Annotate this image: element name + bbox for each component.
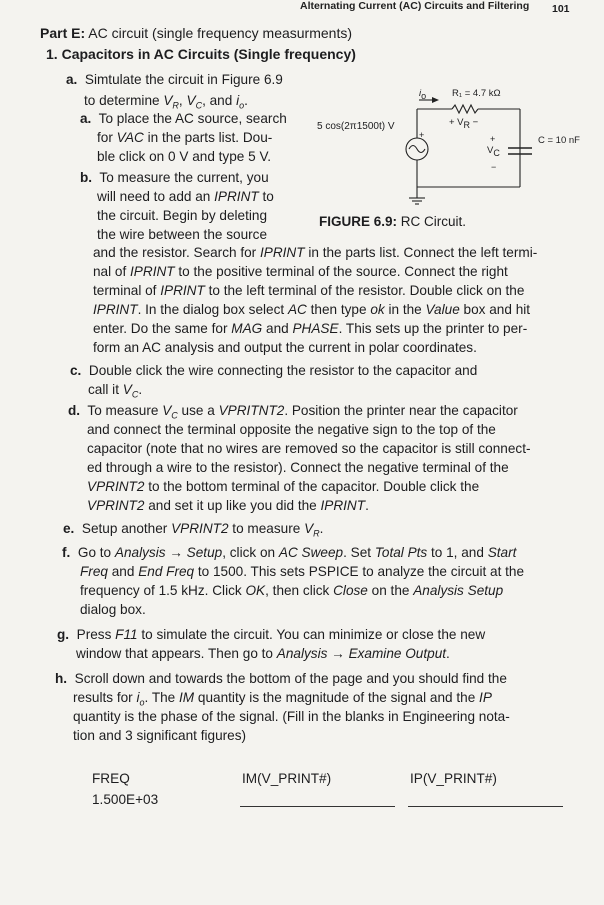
section-title: Capacitors in AC Circuits (Single frequency) xyxy=(61,46,356,62)
item-e: e. Setup another VPRINT2 to measure $V_R$. xyxy=(63,521,324,539)
source-plus: + xyxy=(419,130,425,140)
vc-plus: + xyxy=(490,134,496,144)
figure-caption-label: FIGURE 6.9: xyxy=(319,214,398,229)
io-arrow-head xyxy=(432,97,439,103)
table-header-ip: IP(V_PRINT#) xyxy=(410,771,497,786)
running-header xyxy=(300,0,529,12)
rc-circuit-diagram xyxy=(312,86,592,216)
resistor-symbol xyxy=(452,105,478,113)
figure-caption-text: RC Circuit. xyxy=(400,214,467,229)
table-header-im: IM(V_PRINT#) xyxy=(242,771,332,786)
part-label: Part E: xyxy=(40,25,86,41)
blank-im xyxy=(240,806,395,807)
item-h: h. Scroll down and towards the bottom of the page and you should find the xyxy=(55,671,507,686)
vc-label: $V_C$ xyxy=(487,145,500,158)
rc-circuit-figure xyxy=(312,86,592,216)
io-label: $i_o$ xyxy=(419,88,427,101)
part-title: AC circuit (single frequency measurments) xyxy=(88,25,353,41)
part-heading xyxy=(40,24,352,42)
item-a-a: a. To place the AC source, search xyxy=(80,111,287,126)
textbook-page: Alternating Current (AC) Circuits and Filtering 101 Part E: AC circuit (single frequency measurments) 1. Capacitors in AC Circuits (Single frequency) $i_o$ R₁ = 4.7 kΩ + $V_R$ − 5 cos(2π1500t) V + C = 10 nF + $V_C$ − FIGURE 6.9: RC Circuit. a. Simtulate the circuit in Figure 6.9 to determine $V_R$, $V_C$, and $i_o$. a. To place the AC source, search for VAC in the parts list. Dou- ble click on 0 V and type 5 V. b. To measure the current, you will need to add an IPRINT to the circuit. Begin by deleting the wire between the source and the resistor. Search for IPRINT in the parts list. Connect the left termi- nal of IPRINT to the positive terminal of the source. Connect the right terminal of IPRINT to the left terminal of the resistor. Double click on the IPRINT. In the dialog box select AC then type ok in the Value box and hit enter. Do the same for MAG and PHASE. This sets up the printer to per- form an AC analysis and output the current in polar coordinates. c. Double click the wire connecting the resistor to the capacitor and call it $V_C$. d. To measure $V_C$ use a VPRITNT2. Position the printer near the capacitor and connect the terminal opposite the negative sign to the top of the capacitor (note that no wires are removed so the capacitor is still connect- ed through a wire to the resistor). Connect the negative terminal of the VPRINT2 to the bottom terminal of the capacitor. Double click the VPRINT2 and set it up like you did the IPRINT. e. Setup another VPRINT2 to measure $V_R$. f. Go to Analysis → Setup, click on AC Sweep. Set Total Pts to 1, and Start Freq and End Freq to 1500. This sets PSPICE to analyze the circuit at the frequency of 1.5 kHz. Click OK, then click Close on the Analysis Setup dialog box. g. Press F11 to simulate the circuit. You can minimize or close the new window that appears. Then go to Analysis → Examine Output. h. Scroll down and towards the bottom of the page and you should find the results for $i_o$. The IM quantity is the magnitude of the signal and the IP quantity is the phase of the signal. (Fill in the blanks in Engineering nota- tion and 3 significant figures) FREQ IM(V_PRINT#) IP(V_PRINT#) 1.500E+03 xyxy=(0,0,604,905)
vc-minus: − xyxy=(491,162,497,172)
item-a-line2: to determine $V_R$, $V_C$, and $i_o$. xyxy=(84,93,248,111)
section-heading xyxy=(46,45,356,63)
item-c: c. Double click the wire connecting the resistor to the capacitor and xyxy=(70,363,478,378)
vr-label: + $V_R$ − xyxy=(449,117,479,130)
sine-icon xyxy=(409,146,425,153)
figure-caption xyxy=(319,214,466,229)
section-number: 1. xyxy=(46,46,58,62)
item-a-b: b. To measure the current, you xyxy=(80,170,269,185)
table-value-freq: 1.500E+03 xyxy=(92,792,159,807)
item-a: a. Simtulate the circuit in Figure 6.9 xyxy=(66,72,283,87)
running-title: Alternating Current (AC) Circuits and Filtering xyxy=(300,0,530,12)
resistor-label: R₁ = 4.7 kΩ xyxy=(452,88,501,99)
item-d: d. To measure $V_C$ use a VPRITNT2. Position the printer near the capacitor xyxy=(68,403,518,421)
item-f: f. Go to Analysis → Setup, click on AC Sweep. Set Total Pts to 1, and Start xyxy=(62,545,517,560)
item-g: g. Press F11 to simulate the circuit. You can minimize or close the new xyxy=(57,627,486,642)
page-number: 101 xyxy=(552,3,570,15)
blank-ip xyxy=(408,806,563,807)
table-header-freq: FREQ xyxy=(92,771,130,786)
capacitor-label: C = 10 nF xyxy=(538,135,580,146)
source-label: 5 cos(2π1500t) V xyxy=(317,121,395,132)
